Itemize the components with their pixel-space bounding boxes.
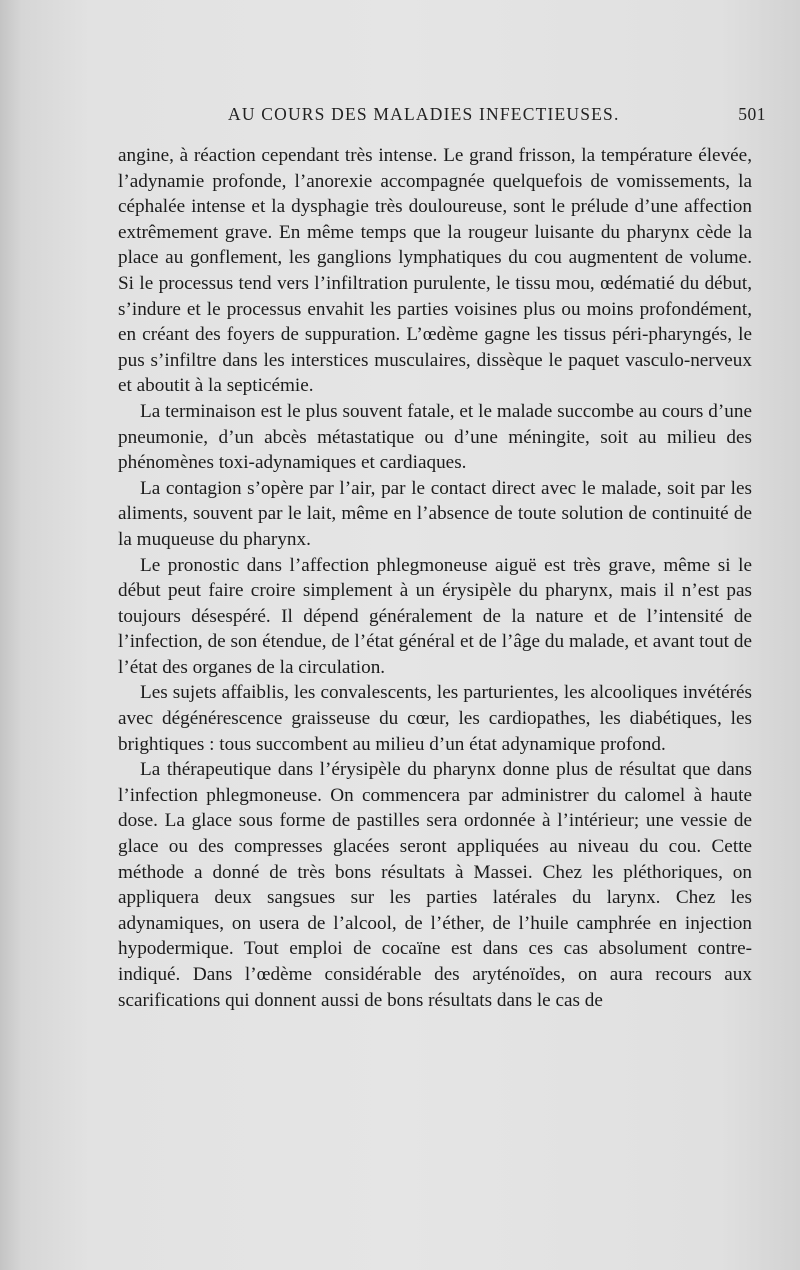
paragraph-pronostic: Le pronostic dans l’affection phlegmoneuse aiguë est très grave, même si le début peut faire croire simplement à un érysipèle du pharynx, mais il n’est pas toujours désespéré. Il dépend généralement de la nature et de l’intensité de l’infection, de son étendue, de l’état général et de l’âge du malade, et avant tout de l’état des organes de la circulation.: [118, 554, 752, 678]
paragraph-continuation: angine, à réaction cependant très intense. Le grand frisson, la température élevée, l’adynamie profonde, l’anorexie accompagnée quelquefois de vomissements, la céphalée intense et la dysphagie très douloureuse, sont le prélude d’une affection extrêmement grave. En même temps que la rougeur luisante du pharynx cède la place au gonflement, les ganglions lymphatiques du cou augmentent de volume. Si le processus tend vers l’infiltration purulente, le tissu mou, œdématié du début, s’indure et le processus envahit les parties voisines plus ou moins profondément, en créant des foyers de suppuration. L’œdème gagne les tissus péri-pharyngés, le pus s’infiltre dans les interstices musculaires, dissèque le paquet vasculo-nerveux et aboutit à la septicémie.: [118, 145, 752, 397]
page-number: 501: [738, 104, 766, 124]
paragraph-sujets-affaiblis: Les sujets affaiblis, les convalescents, les parturientes, les alcooliques invétérés avec dégénérescence graisseuse du cœur, les cardiopathes, les diabétiques, les brightiques : tous succombent au milieu d’un état adynamique profond.: [118, 682, 752, 755]
paragraph-therapeutique: La thérapeutique dans l’érysipèle du pharynx donne plus de résultat que dans l’infection phlegmoneuse. On commencera par administrer du calomel à haute dose. La glace sous forme de pastilles sera ordonnée à l’intérieur; une vessie de glace ou des compresses glacées seront appliquées au niveau du cou. Cette méthode a donné de très bons résultats à Massei. Chez les pléthoriques, on appliquera deux sangsues sur les parties latérales du larynx. Chez les adynamiques, on usera de l’alcool, de l’éther, de l’huile camphrée en injection hypodermique. Tout emploi de cocaïne est dans ces cas absolument contre-indiqué. Dans l’œdème considérable des aryténoïdes, on aura recours aux scarifications qui donnent aussi de bons résultats dans le cas de: [118, 759, 752, 1011]
body-text: [118, 143, 752, 1013]
page-header: [118, 104, 766, 130]
running-title: AU COURS DES MALADIES INFECTIEUSES.: [228, 104, 620, 124]
paragraph-contagion: La contagion s’opère par l’air, par le contact direct avec le malade, soit par les aliments, souvent par le lait, même en l’absence de toute solution de continuité de la muqueuse du pharynx.: [118, 477, 752, 550]
paragraph-terminaison: La terminaison est le plus souvent fatale, et le malade succombe au cours d’une pneumonie, d’un abcès métastatique ou d’une méningite, soit au milieu des phénomènes toxi-adynamiques et cardiaques.: [118, 400, 752, 474]
